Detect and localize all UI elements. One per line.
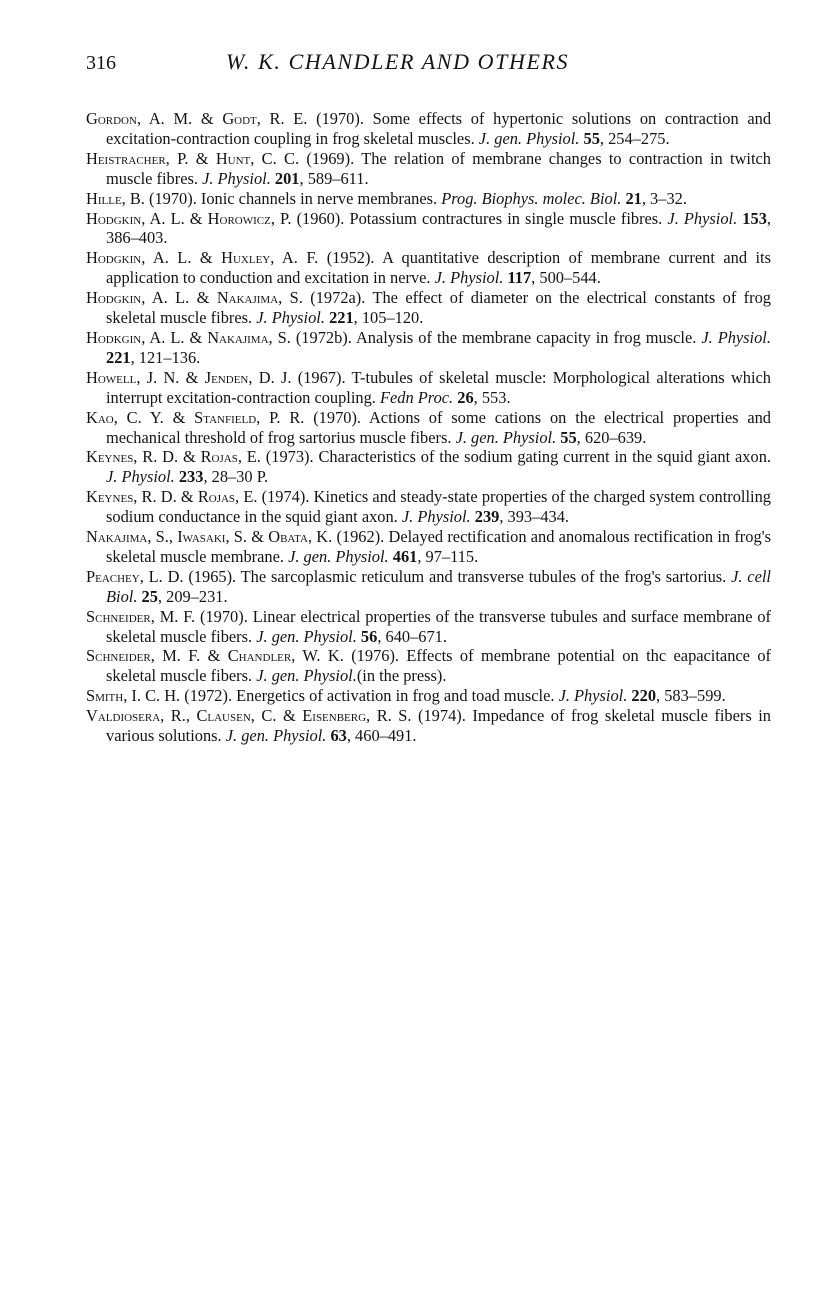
reference-authors: Smith, I. C. H.: [86, 686, 181, 706]
reference-entry: [86, 408, 771, 448]
page-number: 316: [86, 52, 116, 74]
reference-journal: J. Physiol.: [106, 467, 175, 487]
reference-volume: 153: [742, 208, 767, 228]
reference-entry: [86, 607, 771, 647]
reference-journal: J. gen. Physiol.: [288, 546, 389, 566]
running-head-title: W. K. CHANDLER AND OTHERS: [226, 49, 570, 74]
reference-entry: [86, 686, 771, 706]
reference-year: (1970).: [316, 109, 364, 128]
reference-authors: Valdiosera, R., Clausen, C. & Eisenberg, R. S.: [86, 706, 412, 726]
reference-journal: J. gen. Physiol.: [455, 427, 557, 447]
reference-authors: Peachey, L. D.: [86, 566, 184, 586]
reference-pages: , 121–136.: [130, 347, 201, 367]
reference-year: (1973).: [265, 447, 314, 467]
reference-volume: 26: [457, 387, 474, 407]
reference-entry: [86, 706, 771, 746]
reference-year: (1965).: [188, 566, 237, 586]
reference-volume: 55: [583, 128, 600, 148]
reference-authors: Howell, J. N. & Jenden, D. J.: [86, 367, 292, 387]
reference-entry: [86, 248, 771, 288]
reference-title: Effects of membrane potential on thc eapacitance of skeletal muscle fibers.: [106, 646, 771, 686]
reference-title: The sarcoplasmic reticulum and transverse tubules of the frog's sartorius.: [240, 566, 727, 586]
reference-authors: Keynes, R. D. & Rojas, E.: [86, 447, 261, 467]
reference-authors: Hodgkin, A. L. & Nakajima, S.: [86, 288, 303, 308]
reference-journal: J. Physiol.: [434, 268, 504, 288]
reference-volume: 233: [178, 467, 204, 487]
reference-authors: Hodgkin, A. L. & Horowicz, P.: [86, 208, 292, 228]
reference-title: Energetics of activation in frog and toad muscle.: [236, 686, 555, 706]
reference-authors: Gordon, A. M. & Godt, R. E.: [86, 109, 308, 128]
reference-year: (1962).: [336, 527, 385, 547]
reference-volume: 63: [330, 726, 347, 746]
reference-authors: Hodkgin, A. L. & Nakajima, S.: [86, 327, 291, 347]
reference-year: (1970).: [149, 188, 197, 208]
reference-title: Linear electrical properties of the transverse tubules and surface membrane of skeletal muscle fibers.: [106, 606, 771, 646]
reference-title: Some effects of hypertonic solutions on contraction and excitation-contraction coupling in frog skeletal muscles.: [106, 109, 772, 148]
running-header: [86, 49, 774, 88]
reference-entry: [86, 209, 771, 249]
reference-journal: Fedn Proc.: [380, 387, 454, 407]
reference-entry: [86, 527, 771, 567]
reference-authors: Schneider, M. F. & Chandler, W. K.: [86, 646, 344, 666]
reference-year: (1960).: [296, 208, 345, 228]
reference-year: (1972b).: [295, 327, 352, 347]
reference-year: (1976).: [351, 646, 400, 666]
reference-pages: , 3–32.: [641, 188, 687, 208]
reference-journal: J. Physiol.: [256, 308, 325, 328]
reference-title: Characteristics of the sodium gating current in the squid giant axon.: [318, 447, 771, 467]
reference-volume: 201: [274, 168, 300, 188]
reference-pages: , 386–403.: [106, 208, 771, 248]
reference-authors: Heistracher, P. & Hunt, C. C.: [86, 148, 300, 168]
reference-pages: , 640–671.: [377, 626, 447, 646]
reference-year: (1969).: [306, 148, 355, 168]
reference-pages: , 553.: [473, 387, 511, 407]
reference-authors: Keynes, R. D. & Rojas, E.: [86, 487, 258, 507]
reference-pages: , 28–30 P.: [203, 467, 269, 487]
reference-title: Impedance of frog skeletal muscle fibers in various solutions.: [106, 706, 771, 746]
reference-pages: , 620–639.: [576, 427, 647, 447]
reference-volume: 239: [474, 507, 500, 527]
reference-authors: Hodgkin, A. L. & Huxley, A. F.: [86, 248, 319, 268]
reference-year: (1970).: [313, 407, 362, 427]
reference-journal: J. cell Biol.: [106, 566, 771, 606]
reference-journal: J. gen. Physiol.: [256, 626, 357, 646]
reference-pages: , 460–491.: [346, 726, 417, 746]
reference-journal: J. Physiol.: [401, 507, 471, 527]
reference-entry: [86, 368, 771, 408]
reference-volume: 221: [106, 347, 131, 367]
reference-entry: [86, 288, 771, 328]
reference-year: (1974).: [261, 487, 310, 507]
reference-year: (1967).: [297, 367, 346, 387]
reference-title: Analysis of the membrane capacity in frog muscle.: [355, 327, 697, 347]
reference-title: Delayed rectification and anomalous rectification in frog's skeletal muscle membrane.: [106, 527, 771, 566]
reference-journal: J. Physiol.: [202, 168, 271, 188]
reference-title: A quantitative description of membrane current and its application to conduction and excitation in nerve.: [106, 248, 771, 288]
reference-pages: , 209–231.: [157, 586, 228, 606]
reference-journal: J. gen. Physiol.: [478, 128, 580, 148]
reference-list: [86, 109, 771, 746]
reference-pages: , 589–611.: [299, 168, 369, 188]
reference-title: Ionic channels in nerve membranes.: [200, 188, 438, 208]
reference-journal: J. Physiol.: [667, 208, 738, 228]
reference-entry: [86, 447, 771, 487]
reference-journal: J. gen. Physiol.: [256, 666, 357, 686]
reference-volume: 55: [560, 427, 577, 447]
reference-volume: 25: [141, 586, 158, 606]
reference-pages: , 583–599.: [656, 686, 726, 706]
reference-journal: Prog. Biophys. molec. Biol.: [441, 188, 622, 208]
reference-authors: Kao, C. Y. & Stanfield, P. R.: [86, 407, 305, 427]
reference-pages: , 500–544.: [531, 268, 601, 288]
reference-entry: [86, 646, 771, 686]
reference-volume: 21: [625, 188, 642, 208]
reference-pages: , 393–434.: [499, 507, 570, 527]
reference-authors: Nakajima, S., Iwasaki, S. & Obata, K.: [86, 527, 333, 547]
reference-authors: Schneider, M. F.: [86, 606, 196, 626]
reference-journal: J. gen. Physiol.: [225, 726, 327, 746]
reference-journal: J. Physiol.: [558, 686, 628, 706]
reference-year: (1972a).: [310, 288, 366, 308]
reference-volume: 117: [507, 268, 532, 288]
reference-year: (1970).: [200, 606, 248, 626]
reference-pages: , 254–275.: [599, 128, 670, 148]
reference-pages: , 105–120.: [353, 308, 424, 328]
reference-entry: [86, 487, 771, 527]
reference-volume: 56: [360, 626, 378, 646]
reference-title: Kinetics and steady-state properties of the charged system controlling sodium conductance in the squid giant axon.: [106, 487, 771, 527]
reference-title: Actions of some cations on the electrical properties and mechanical threshold of frog sartorius muscle fibers.: [106, 407, 771, 447]
reference-entry: [86, 567, 771, 607]
reference-year: (1972).: [184, 686, 233, 706]
reference-pages: , 97–115.: [417, 546, 479, 566]
reference-entry: [86, 149, 771, 189]
reference-entry: [86, 109, 771, 149]
reference-year: (1952).: [326, 248, 375, 268]
reference-pages: (in the press).: [356, 666, 447, 686]
reference-year: (1974).: [418, 706, 466, 726]
reference-volume: 220: [631, 686, 657, 706]
reference-journal: J. Physiol.: [701, 327, 771, 347]
reference-authors: Hille, B.: [86, 188, 145, 208]
reference-title: The relation of membrane changes to contraction in twitch muscle fibres.: [106, 148, 771, 188]
reference-title: The effect of diameter on the electrical constants of frog skeletal muscle fibres.: [106, 288, 771, 328]
reference-title: Potassium contractures in single muscle fibres.: [349, 208, 663, 228]
reference-volume: 461: [392, 546, 418, 566]
reference-entry: [86, 189, 771, 209]
reference-title: T-tubules of skeletal muscle: Morphological alterations which interrupt excitation-contraction coupling.: [106, 367, 771, 407]
reference-volume: 221: [329, 308, 354, 328]
reference-entry: [86, 328, 771, 368]
